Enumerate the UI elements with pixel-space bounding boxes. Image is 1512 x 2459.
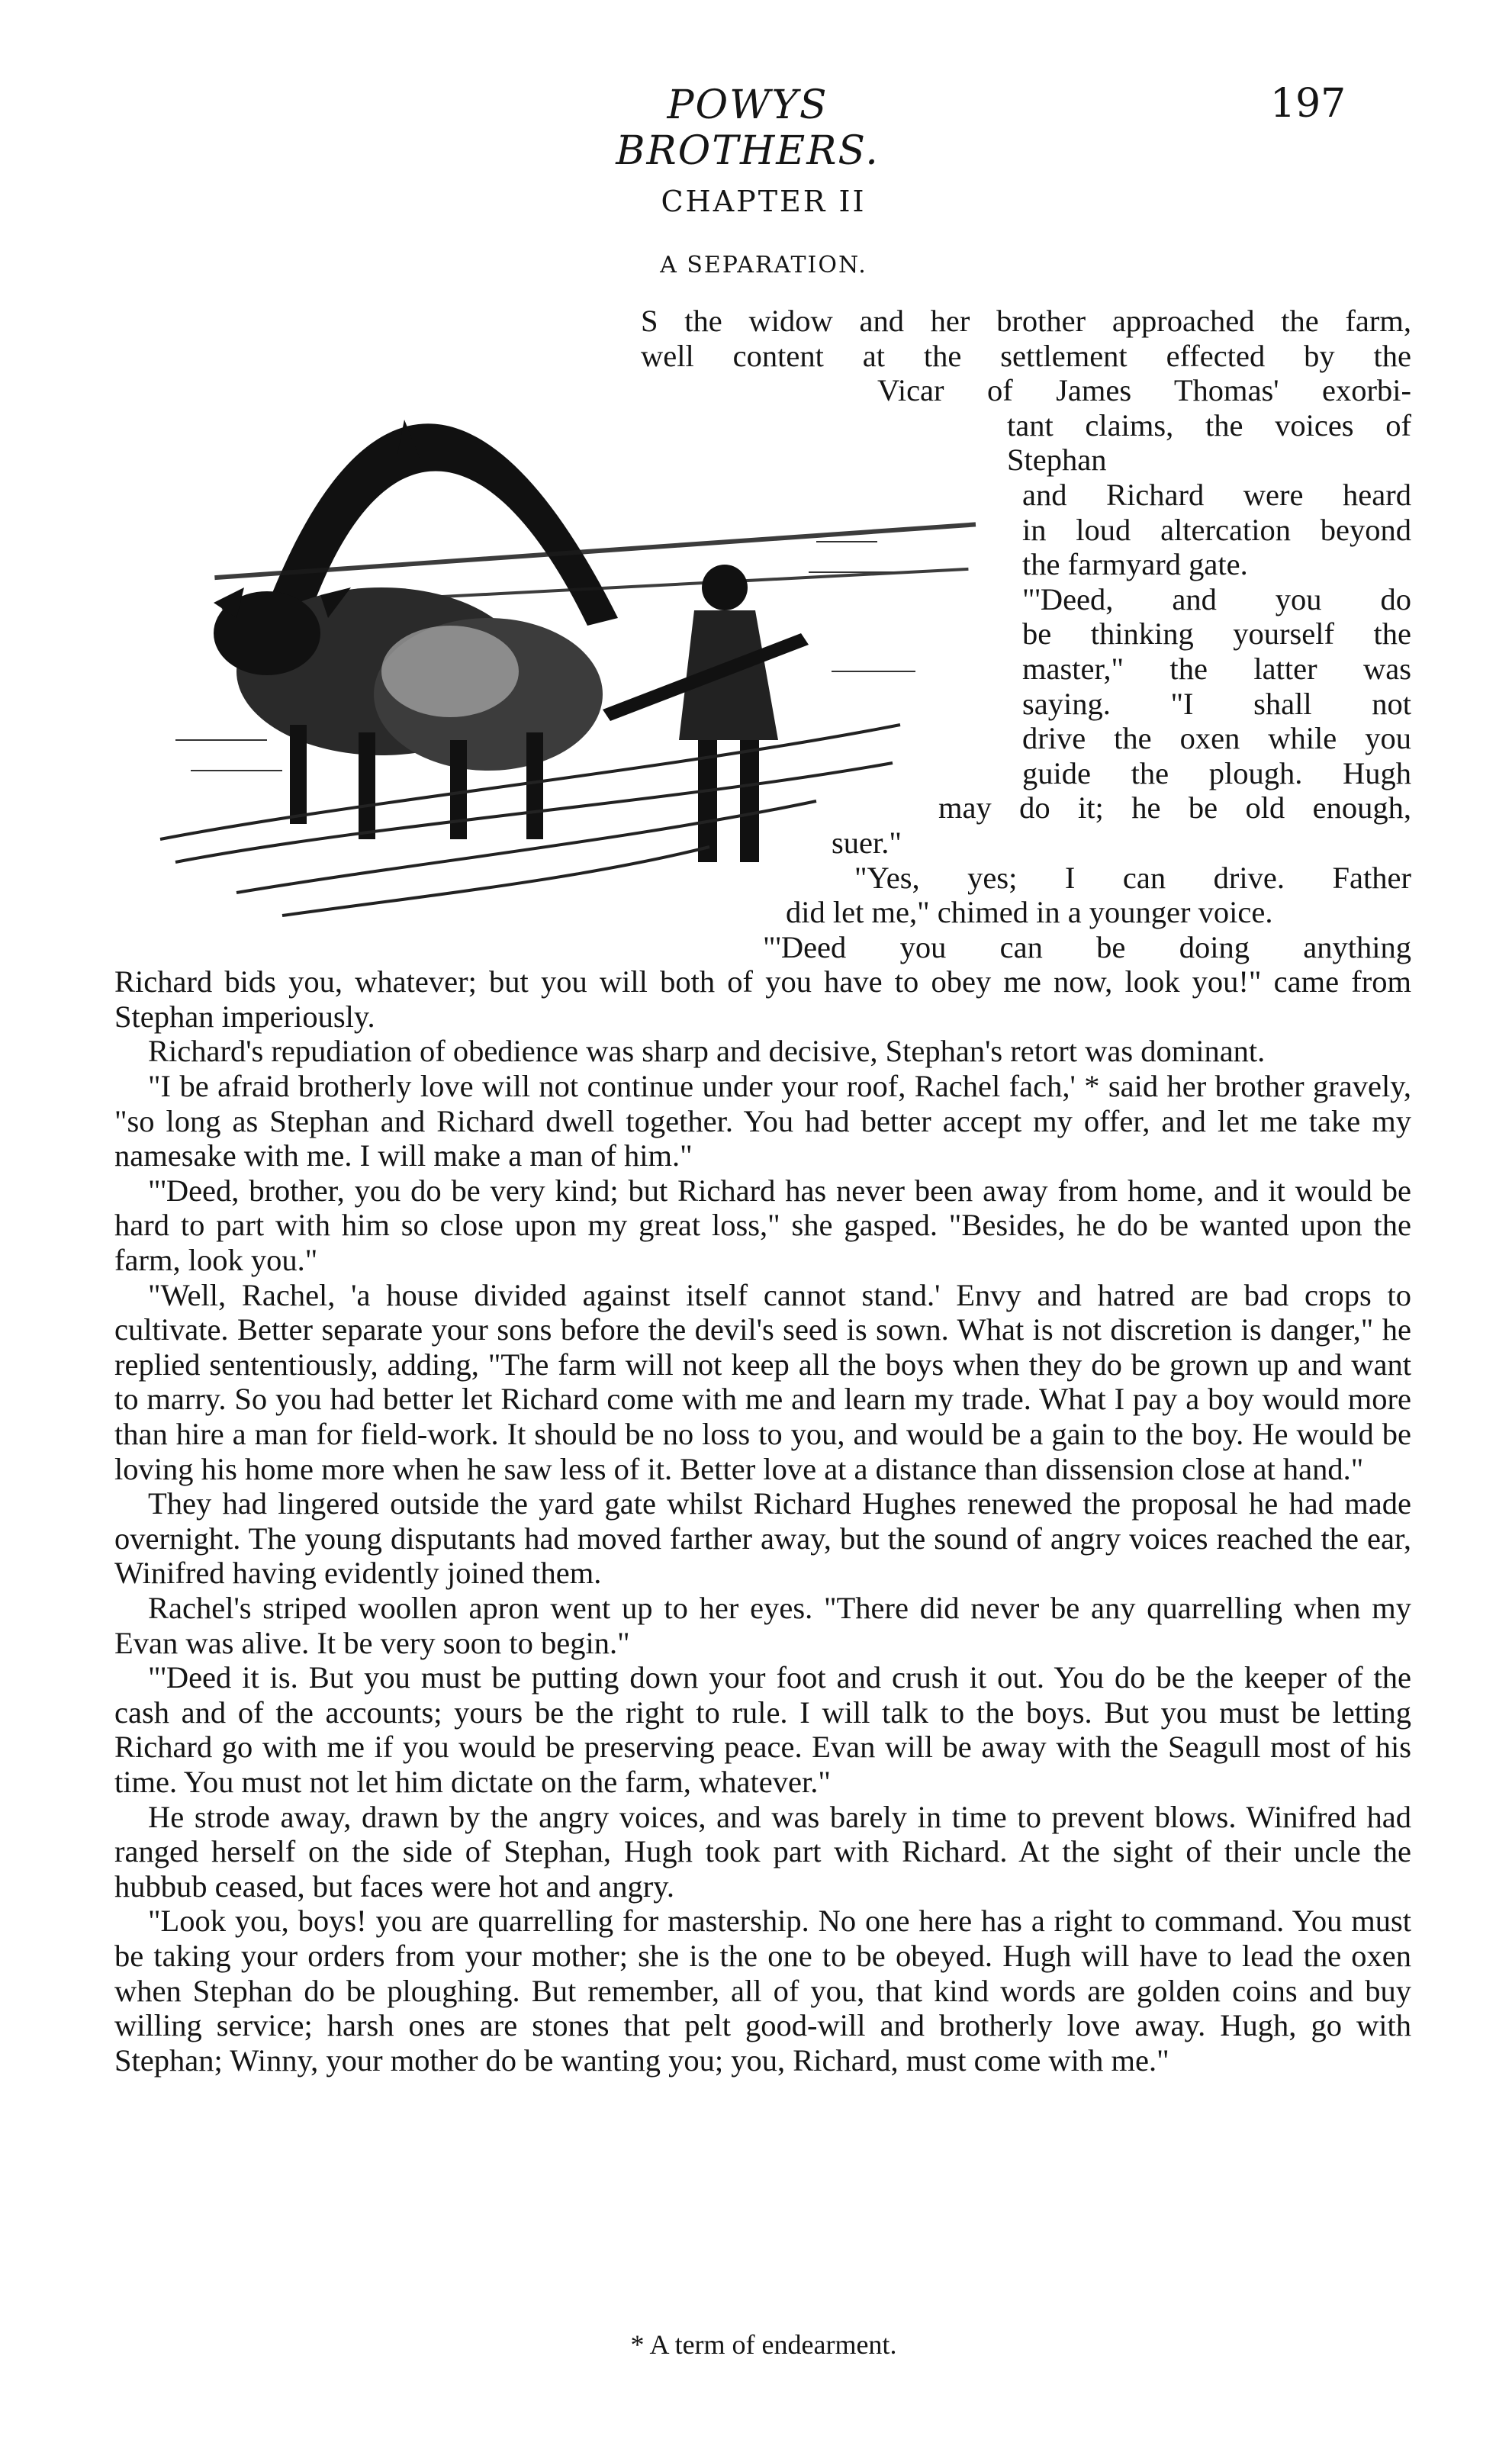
paragraph: "Look you, boys! you are quarrelling for mastership. No one here has a right to command. You must be taking your orders from your mother; she is the one to be obeyed. Hugh will have to lead the oxen when Stephan do be ploughing. But remember, all of you, that kind words are golden coins and buy willing service; harsh ones are stones that pelt good-will and brotherly love away. Hugh, go with Stephan; Winny, your mother do be wanting you; you, Richard, must come with me."	[114, 1904, 1411, 2078]
paragraph: "Well, Rachel, 'a house divided against itself cannot stand.' Envy and hatred are bad crops to cultivate. Better separate your sons before the devil's seed is sown. What is not discretion is danger," he replied sententiously, adding, "The farm will not keep all the boys when they do be grown up and want to marry. So you had better let Richard come with me and learn my trade. What I pay a boy would more than hire a man for field-work. It should be no loss to you, and would be a gain to the boy. He would be loving his home more when he saw less of it. Better love at a distance than dissension close at hand."	[114, 1277, 1411, 1486]
wrapped-line: the farmyard gate.	[1022, 547, 1248, 582]
wrapped-line: tant claims, the voices of Stephan	[1007, 407, 1411, 478]
wrapped-line: S the widow and her brother approached the farm,	[641, 304, 1411, 338]
chapter-heading: CHAPTER II	[661, 185, 867, 218]
wrapped-line: and Richard were heard	[1022, 477, 1411, 512]
wrapped-line: guide the plough. Hugh	[1022, 755, 1411, 790]
paragraph: Richard's repudiation of obedience was sharp and decisive, Stephan's retort was dominant.	[148, 1034, 1266, 1069]
paragraph: Rachel's striped woollen apron went up to her eyes. "There did never be any quarrelling when my Evan was alive. It be very soon to begin."	[114, 1590, 1411, 1660]
paragraph: They had lingered outside the yard gate whilst Richard Hughes renewed the proposal he had made overnight. The young disputants had moved farther away, but the sound of angry voices reached the ear, Winifred having evidently joined them.	[114, 1486, 1411, 1591]
footnote: * A term of endearment.	[630, 2329, 897, 2360]
paragraph: Richard bids you, whatever; but you will both of you have to obey me now, look you!" came from Stephan imperiously.	[114, 964, 1411, 1034]
wrapped-line: saying. "I shall not	[1022, 686, 1411, 721]
paragraph: He strode away, drawn by the angry voices, and was barely in time to prevent blows. Winifred had ranged herself on the side of Stephan, Hugh took part with Richard. At the sight of their uncle the hubbub ceased, but faces were hot and angry.	[114, 1799, 1411, 1904]
chapter-title: A SEPARATION.	[660, 252, 867, 278]
wrapped-line: may do it; he be old enough,	[938, 790, 1411, 826]
wrapped-line: in loud altercation beyond	[1022, 512, 1411, 547]
body-text	[114, 304, 1411, 2078]
paragraph: "'Deed it is. But you must be putting down your foot and crush it out. You do be the keeper of the cash and of the accounts; yours be the right to rule. I will talk to the boys. But you must be letting Richard go with me if you would be preserving peace. Evan will be away with the Seagull most of his time. You must not let him dictate on the farm, whatever."	[114, 1660, 1411, 1799]
wrapped-line: well content at the settlement effected by the	[641, 338, 1411, 373]
paragraph: "'Deed, brother, you do be very kind; but Richard has never been away from home, and it would be hard to part with him so close upon my great loss," she gasped. "Besides, he do be wanted upon the farm, look you."	[114, 1173, 1411, 1278]
paragraph: "I be afraid brotherly love will not continue under your roof, Rachel fach,' * said her brother gravely, "so long as Stephan and Richard dwell together. You had better accept my offer, and let me take my namesake with me. I will make a man of him."	[114, 1069, 1411, 1173]
page-number: 197	[1270, 81, 1346, 127]
wrapped-line: Vicar of James Thomas' exorbi-	[877, 373, 1411, 408]
wrapped-line: "Yes, yes; I can drive. Father	[854, 860, 1411, 895]
wrapped-line: suer."	[832, 825, 902, 860]
wrapped-line: "'Deed, and you do	[1022, 581, 1411, 616]
running-title: POWYS BROTHERS.	[616, 82, 880, 174]
wrapped-line: master," the latter was	[1022, 651, 1411, 686]
wrapped-line: did let me," chimed in a younger voice.	[786, 895, 1273, 930]
wrapped-line: drive the oxen while you	[1022, 721, 1411, 756]
wrapped-line: be thinking yourself the	[1022, 616, 1411, 652]
wrapped-line: "'Deed you can be doing anything	[763, 929, 1411, 964]
